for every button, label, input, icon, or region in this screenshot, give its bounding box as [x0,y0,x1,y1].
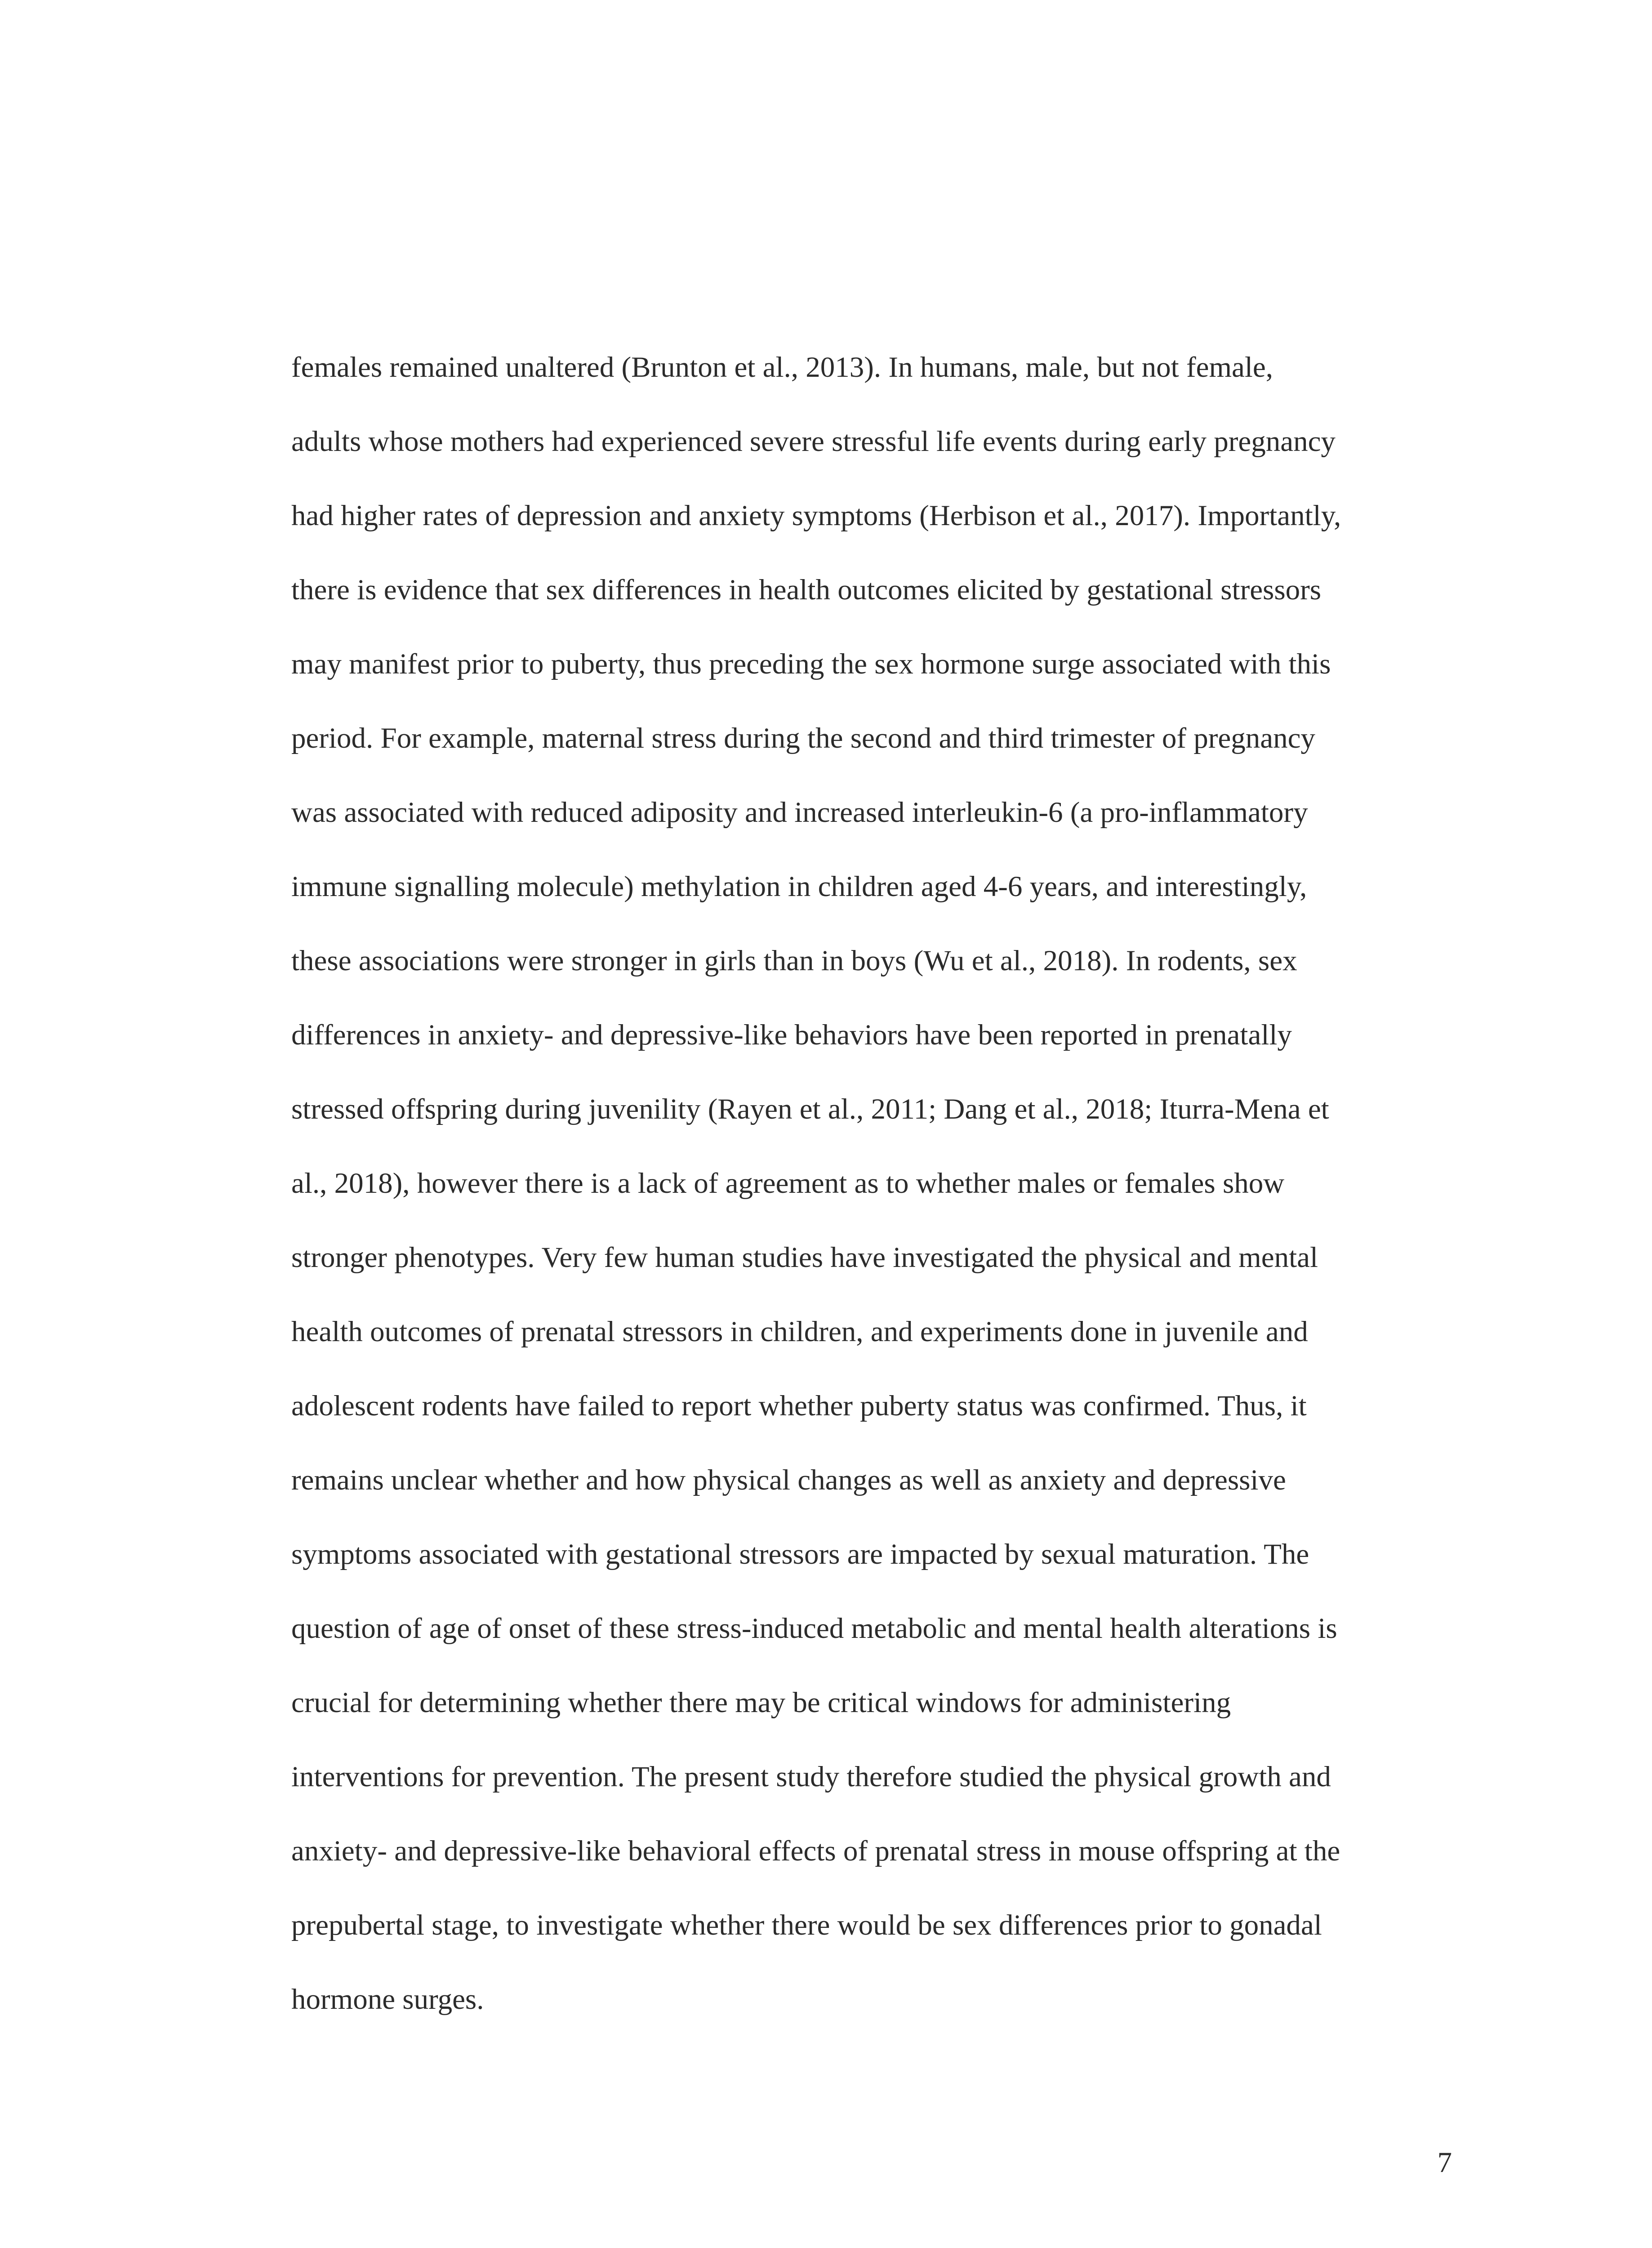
text-line: symptoms associated with gestational stressors are impacted by sexual maturation. The [291,1538,1309,1570]
text-line: these associations were stronger in girls than in boys (Wu et al., 2018). In rodents, sex [291,945,1297,977]
body-paragraph [291,330,1460,2037]
page-number: 7 [1437,2146,1452,2179]
text-line: was associated with reduced adiposity and increased interleukin-6 (a pro-inflammatory [291,796,1308,829]
text-line: there is evidence that sex differences in health outcomes elicited by gestational stressors [291,574,1322,606]
text-line: hormone surges. [291,1983,484,2016]
text-line: may manifest prior to puberty, thus preceding the sex hormone surge associated with this [291,648,1331,680]
text-line: immune signalling molecule) methylation in children aged 4-6 years, and interestingly, [291,870,1307,903]
text-line: adults whose mothers had experienced severe stressful life events during early pregnancy [291,425,1336,458]
text-line: females remained unaltered (Brunton et al., 2013). In humans, male, but not female, [291,351,1274,384]
text-line: anxiety- and depressive-like behavioral effects of prenatal stress in mouse offspring at the [291,1835,1340,1867]
text-line: differences in anxiety- and depressive-like behaviors have been reported in prenatally [291,1019,1292,1051]
text-line: health outcomes of prenatal stressors in children, and experiments done in juvenile and [291,1316,1308,1348]
text-line: crucial for determining whether there may be critical windows for administering [291,1686,1231,1719]
text-line: had higher rates of depression and anxiety symptoms (Herbison et al., 2017). Importantly, [291,500,1341,532]
text-line: period. For example, maternal stress during the second and third trimester of pregnancy [291,722,1315,754]
text-line: adolescent rodents have failed to report whether puberty status was confirmed. Thus, it [291,1390,1307,1422]
text-line: remains unclear whether and how physical changes as well as anxiety and depressive [291,1464,1286,1496]
text-line: stressed offspring during juvenility (Rayen et al., 2011; Dang et al., 2018; Iturra-Mena et [291,1093,1329,1125]
text-line: prepubertal stage, to investigate whether there would be sex differences prior to gonadal [291,1909,1322,1941]
text-line: stronger phenotypes. Very few human studies have investigated the physical and mental [291,1241,1318,1274]
text-line: al., 2018), however there is a lack of agreement as to whether males or females show [291,1167,1285,1200]
text-line: interventions for prevention. The present study therefore studied the physical growth and [291,1761,1331,1793]
text-line: question of age of onset of these stress-induced metabolic and mental health alterations is [291,1612,1337,1645]
